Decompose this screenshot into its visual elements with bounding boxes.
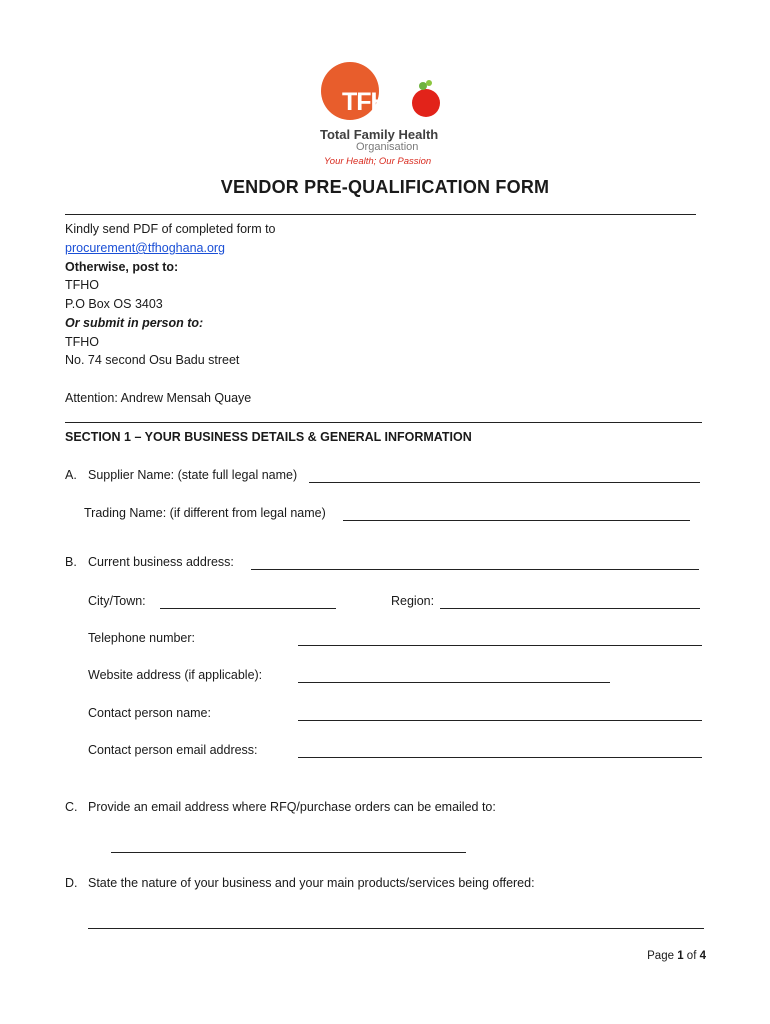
person-address: No. 74 second Osu Badu street (65, 353, 240, 367)
logo-subname: Organisation (356, 141, 419, 153)
intro-line: Kindly send PDF of completed form to (65, 222, 276, 236)
telephone-field[interactable] (298, 645, 702, 646)
of-word: of (686, 950, 697, 962)
business-nature-field[interactable] (88, 928, 704, 929)
logo-name: Total Family Health (320, 127, 439, 142)
rfq-email-label: Provide an email address where RFQ/purchase orders can be emailed to: (88, 800, 496, 814)
person-heading: Or submit in person to: (65, 316, 204, 330)
logo-letters: TFHO (342, 88, 407, 116)
page-word: Page (647, 950, 674, 962)
business-address-label: Current business address: (88, 555, 234, 569)
contact-name-field[interactable] (298, 720, 702, 721)
contact-email-label: Contact person email address: (88, 743, 258, 757)
post-name: TFHO (65, 278, 100, 292)
logo-green-dot (419, 82, 427, 90)
item-a-letter: A. (65, 468, 77, 482)
post-heading: Otherwise, post to: (65, 260, 179, 274)
post-box: P.O Box OS 3403 (65, 297, 163, 311)
page-current: 1 (677, 950, 684, 962)
form-title: VENDOR PRE-QUALIFICATION FORM (220, 177, 550, 197)
telephone-label: Telephone number: (88, 631, 196, 645)
business-address-field[interactable] (251, 569, 699, 570)
section1-heading: SECTION 1 – YOUR BUSINESS DETAILS & GENERAL INFORMATION (65, 430, 472, 444)
supplier-name-label: Supplier Name: (state full legal name) (88, 468, 298, 482)
contact-name-label: Contact person name: (88, 706, 211, 720)
city-field[interactable] (160, 608, 336, 609)
page-total: 4 (699, 950, 706, 962)
item-b-letter: B. (65, 555, 77, 569)
supplier-name-field[interactable] (309, 482, 700, 483)
city-label: City/Town: (88, 594, 146, 608)
section-divider (65, 422, 702, 423)
item-d-letter: D. (65, 876, 78, 890)
item-c-letter: C. (65, 800, 78, 814)
submission-email-link[interactable]: procurement@tfhoghana.org (65, 241, 226, 255)
title-divider (65, 214, 696, 215)
logo-red-circle (412, 89, 440, 117)
trading-name-field[interactable] (343, 520, 690, 521)
page-number (647, 950, 706, 962)
rfq-email-field[interactable] (111, 852, 466, 853)
logo-green-dot-2 (426, 80, 432, 86)
attention-line: Attention: Andrew Mensah Quaye (65, 391, 252, 405)
logo (318, 58, 453, 168)
region-label: Region: (391, 594, 435, 608)
website-field[interactable] (298, 682, 610, 683)
region-field[interactable] (440, 608, 700, 609)
logo-tagline: Your Health; Our Passion (324, 156, 432, 167)
contact-email-field[interactable] (298, 757, 702, 758)
website-label: Website address (if applicable): (88, 668, 263, 682)
person-name: TFHO (65, 335, 100, 349)
business-nature-label: State the nature of your business and your main products/services being offered: (88, 876, 535, 890)
trading-name-label: Trading Name: (if different from legal name) (84, 506, 326, 520)
